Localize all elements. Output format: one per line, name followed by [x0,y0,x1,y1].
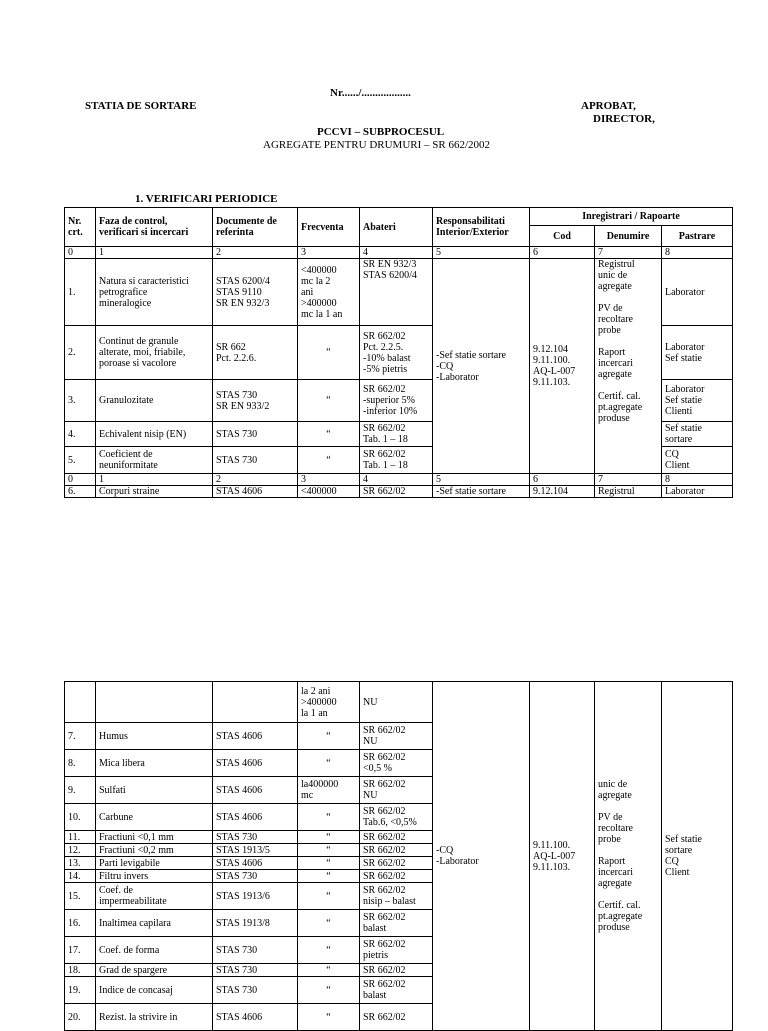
row-abateri: SR 662/02 NU [360,723,433,750]
row-nr: 1. [65,259,96,326]
denumire-cell: unic de agregate PV de recoltare probe Raport incercari agregate Certif. cal. pt.agregate produse [595,682,662,1031]
row-frecventa: “ [298,937,360,964]
index-cell: 2 [213,247,298,259]
row-nr: 19. [65,977,96,1004]
verification-table-2 [64,681,733,1031]
index-cell: 5 [433,474,530,486]
header-responsabilitati: Responsabilitati Interior/Exterior [433,208,530,247]
row-frecventa: “ [298,750,360,777]
row-frecventa: “ [298,964,360,977]
row-nr: 9. [65,777,96,804]
index-cell: 7 [595,247,662,259]
row-documente: STAS 1913/8 [213,910,298,937]
row-documente: STAS 4606 [213,486,298,498]
row-abateri: SR 662/02 [360,857,433,870]
row-abateri: SR 662/02 Tab. 1 – 18 [360,447,433,474]
index-cell: 4 [360,474,433,486]
row-abateri: SR 662/02 Pct. 2.2.5. -10% balast -5% pietris [360,326,433,380]
header-abateri: Abateri [360,208,433,247]
row-frecventa: “ [298,857,360,870]
row-pastrare: Laborator [662,486,733,498]
index-cell: 3 [298,474,360,486]
row-frecventa: “ [298,380,360,422]
row-faza: Continut de granule alterate, moi, friabile, poroase si vacolore [96,326,213,380]
index-cell: 6 [530,474,595,486]
header-frecventa: Frecventa [298,208,360,247]
index-cell: 0 [65,247,96,259]
row-faza: Fractiuni <0,2 mm [96,844,213,857]
row-frecventa: “ [298,831,360,844]
row-faza: Corpuri straine [96,486,213,498]
row-documente [213,682,298,723]
row-documente: STAS 730 [213,831,298,844]
row-nr [65,682,96,723]
row-faza: Parti levigabile [96,857,213,870]
row-responsabilitati: -Sef statie sortare [433,486,530,498]
row-abateri: SR 662/02 NU [360,777,433,804]
row-nr: 5. [65,447,96,474]
index-row [65,247,733,259]
row-frecventa: “ [298,723,360,750]
responsabilitati-cell: -CQ -Laborator [433,682,530,1031]
row-faza: Coeficient de neuniformitate [96,447,213,474]
row-documente: STAS 730 [213,870,298,883]
row-nr: 6. [65,486,96,498]
row-abateri: SR 662/02 <0,5 % [360,750,433,777]
approved-label: APROBAT, [581,100,636,112]
responsabilitati-cell: -Sef statie sortare -CQ -Laborator [433,259,530,474]
row-documente: STAS 4606 [213,1004,298,1031]
row-frecventa: “ [298,977,360,1004]
header-pastrare: Pastrare [662,226,733,247]
row-faza: Filtru invers [96,870,213,883]
row-faza: Rezist. la strivire in [96,1004,213,1031]
row-denumire: Registrul [595,486,662,498]
table-row [65,259,733,326]
row-nr: 15. [65,883,96,910]
row-nr: 12. [65,844,96,857]
row-frecventa: “ [298,804,360,831]
row-faza: Coef. de forma [96,937,213,964]
row-frecventa: “ [298,910,360,937]
row-abateri: SR 662/02 Tab.6, <0,5% [360,804,433,831]
row-abateri: SR 662/02 -superior 5% -inferior 10% [360,380,433,422]
director-label: DIRECTOR, [593,113,655,125]
row-faza: Natura si caracteristici petrografice mineralogice [96,259,213,326]
row-documente: STAS 730 [213,447,298,474]
station-name: STATIA DE SORTARE [85,100,197,112]
document-subtitle: AGREGATE PENTRU DRUMURI – SR 662/2002 [263,139,491,151]
header-cod: Cod [530,226,595,247]
row-abateri: SR 662/02 balast [360,910,433,937]
row-nr: 10. [65,804,96,831]
row-faza: Inaltimea capilara [96,910,213,937]
section-title: 1. VERIFICARI PERIODICE [135,193,278,205]
denumire-cell: Registrul unic de agregate PV de recoltare probe Raport incercari agregate Certif. cal. pt.agregate produse [595,259,662,474]
row-nr: 11. [65,831,96,844]
row-documente: STAS 1913/5 [213,844,298,857]
header-documente: Documente de referinta [213,208,298,247]
row-faza: Echivalent nisip (EN) [96,422,213,447]
row-abateri: SR EN 932/3 STAS 6200/4 [360,259,433,326]
header-faza: Faza de control, verificari si incercari [96,208,213,247]
header-inregistrari: Inregistrari / Rapoarte [530,208,733,226]
row-frecventa: <400000 [298,486,360,498]
row-documente: STAS 4606 [213,723,298,750]
row-documente: STAS 6200/4 STAS 9110 SR EN 932/3 [213,259,298,326]
header-nr: Nr. crt. [65,208,96,247]
row-faza: Coef. de impermeabilitate [96,883,213,910]
row-faza: Indice de concasaj [96,977,213,1004]
index-row [65,474,733,486]
header-denumire: Denumire [595,226,662,247]
row-pastrare: Sef statie sortare [662,422,733,447]
row-abateri: SR 662/02 [360,831,433,844]
row-frecventa: la 2 ani >400000 la 1 an [298,682,360,723]
document-title: PCCVI – SUBPROCESUL [317,126,445,138]
row-frecventa: <400000 mc la 2 ani >400000 mc la 1 an [298,259,360,326]
row-faza: Sulfati [96,777,213,804]
row-abateri: SR 662/02 [360,486,433,498]
row-abateri: SR 662/02 balast [360,977,433,1004]
pastrare-cell: Sef statie sortare CQ Client [662,682,733,1031]
index-cell: 3 [298,247,360,259]
cod-cell: 9.11.100. AQ-L-007 9.11.103. [530,682,595,1031]
row-nr: 20. [65,1004,96,1031]
row-abateri: NU [360,682,433,723]
cod-cell: 9.12.104 9.11.100. AQ-L-007 9.11.103. [530,259,595,474]
row-frecventa: “ [298,326,360,380]
index-cell: 6 [530,247,595,259]
row-documente: STAS 1913/6 [213,883,298,910]
continuation-row [65,682,733,723]
row-cod: 9.12.104 [530,486,595,498]
index-cell: 0 [65,474,96,486]
row-nr: 8. [65,750,96,777]
row-pastrare: Laborator [662,259,733,326]
row-documente: STAS 4606 [213,804,298,831]
index-cell: 8 [662,474,733,486]
row-abateri: SR 662/02 nisip – balast [360,883,433,910]
row-nr: 4. [65,422,96,447]
row-nr: 7. [65,723,96,750]
row-pastrare: CQ Client [662,447,733,474]
row-faza: Humus [96,723,213,750]
row-documente: STAS 730 [213,422,298,447]
row-abateri: SR 662/02 [360,844,433,857]
index-cell: 1 [96,474,213,486]
index-cell: 4 [360,247,433,259]
row-frecventa: “ [298,1004,360,1031]
row-abateri: SR 662/02 [360,964,433,977]
row-documente: STAS 730 SR EN 933/2 [213,380,298,422]
row-frecventa: la400000 mc [298,777,360,804]
row-nr: 16. [65,910,96,937]
row-pastrare: Laborator Sef statie [662,326,733,380]
verification-table-1 [64,207,733,498]
row-faza: Grad de spargere [96,964,213,977]
index-cell: 1 [96,247,213,259]
row-documente: STAS 4606 [213,750,298,777]
row-documente: STAS 4606 [213,777,298,804]
index-cell: 2 [213,474,298,486]
row-abateri: SR 662/02 [360,870,433,883]
row-frecventa: “ [298,447,360,474]
row-nr: 2. [65,326,96,380]
row-documente: STAS 730 [213,964,298,977]
row-pastrare: Laborator Sef statie Clienti [662,380,733,422]
row-abateri: SR 662/02 pietris [360,937,433,964]
row-faza [96,682,213,723]
row-documente: STAS 730 [213,977,298,1004]
table-row [65,486,733,498]
row-frecventa: “ [298,870,360,883]
row-nr: 17. [65,937,96,964]
document-number: Nr....../.................. [330,87,411,99]
row-nr: 13. [65,857,96,870]
row-nr: 18. [65,964,96,977]
row-documente: SR 662 Pct. 2.2.6. [213,326,298,380]
index-cell: 7 [595,474,662,486]
row-faza: Mica libera [96,750,213,777]
row-faza: Carbune [96,804,213,831]
row-frecventa: “ [298,844,360,857]
row-abateri: SR 662/02 [360,1004,433,1031]
row-abateri: SR 662/02 Tab. 1 – 18 [360,422,433,447]
row-faza: Granulozitate [96,380,213,422]
row-frecventa: “ [298,422,360,447]
index-cell: 5 [433,247,530,259]
row-nr: 14. [65,870,96,883]
row-frecventa: “ [298,883,360,910]
row-nr: 3. [65,380,96,422]
row-faza: Fractiuni <0,1 mm [96,831,213,844]
row-documente: STAS 730 [213,937,298,964]
row-documente: STAS 4606 [213,857,298,870]
index-cell: 8 [662,247,733,259]
